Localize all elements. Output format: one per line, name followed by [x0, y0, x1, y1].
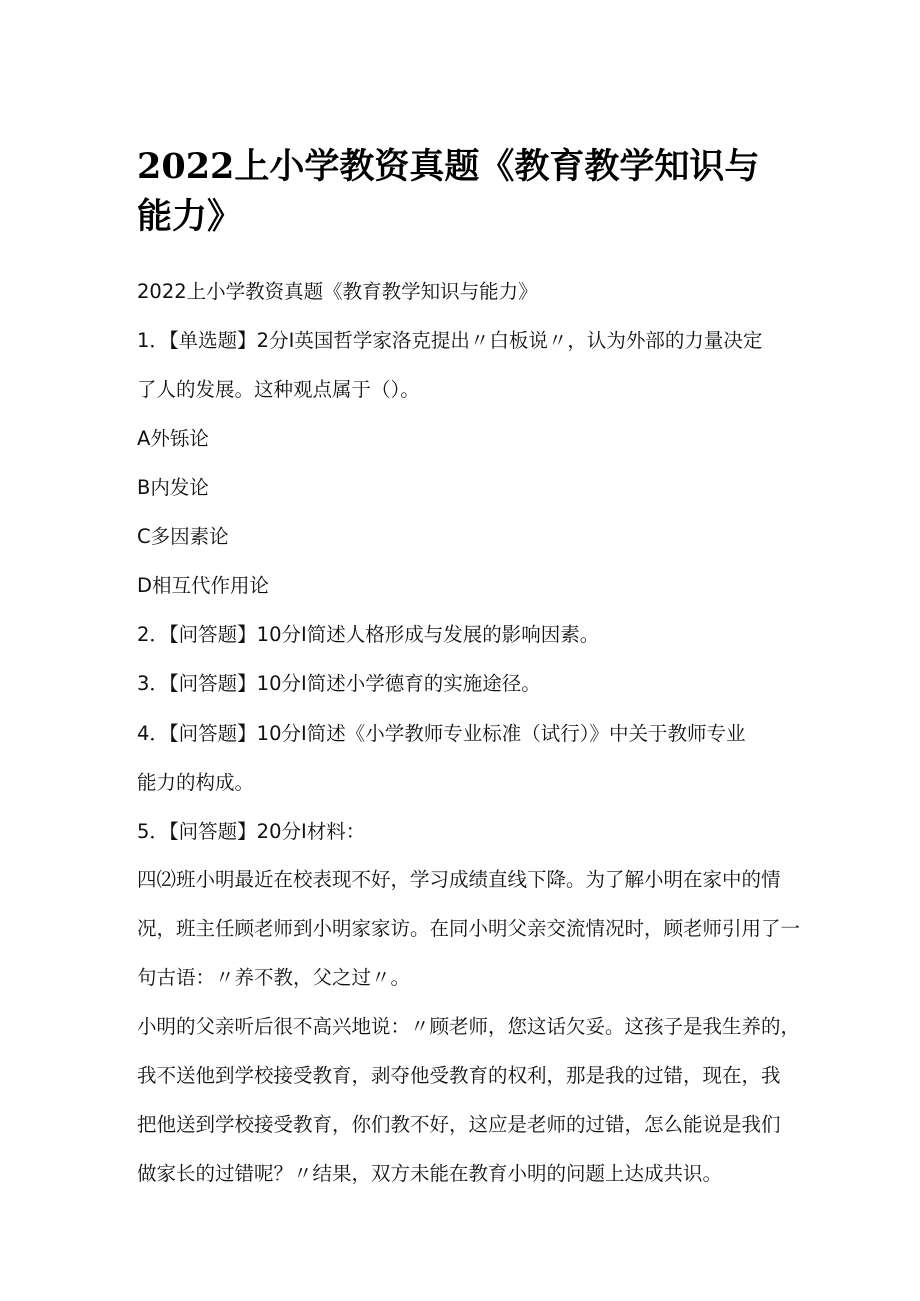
question-1-option-a: A外铄论 [137, 427, 209, 450]
document-title: 2022上小学教资真题《教育教学知识与能力》 [137, 146, 760, 237]
question-5-para-1-line-3: 句古语：〃养不教，父之过〃。 [137, 966, 411, 989]
question-3: 3．【问答题】10分I简述小学德育的实施途径。 [137, 672, 541, 695]
question-1-option-b: B内发论 [137, 476, 209, 499]
question-5-para-2-line-3: 把他送到学校接受教育，你们教不好，这应是老师的过错，怎么能说是我们 [137, 1113, 781, 1136]
question-1-option-c: C多因素论 [137, 525, 229, 548]
document-subtitle: 2022上小学教资真题《教育教学知识与能力》 [137, 280, 538, 303]
question-1-line-1: 1．【单选题】2分I英国哲学家洛克提出〃白板说〃，认为外部的力量决定 [137, 329, 763, 352]
question-5-para-2-line-2: 我不送他到学校接受教育，剥夺他受教育的权利，那是我的过错，现在，我 [137, 1064, 781, 1087]
question-5-para-1-line-2: 况，班主任顾老师到小明家家访。在同小明父亲交流情况时，顾老师引用了一 [137, 917, 801, 940]
question-4-line-2: 能力的构成。 [137, 771, 255, 794]
question-4-line-1: 4．【问答题】10分I简述《小学教师专业标准（试行）》中关于教师专业 [137, 722, 746, 745]
question-5-para-2-line-1: 小明的父亲听后很不高兴地说：〃顾老师，您这话欠妥。这孩子是我生养的， [137, 1015, 801, 1038]
question-5-header: 5．【问答题】20分I材料： [137, 820, 366, 843]
question-2: 2．【问答题】10分I简述人格形成与发展的影响因素。 [137, 623, 600, 646]
question-5-para-1-line-1: 四⑵班小明最近在校表现不好，学习成绩直线下降。为了解小明在家中的情 [137, 868, 781, 891]
question-1-line-2: 了人的发展。这种观点属于（）。 [137, 378, 420, 401]
question-1-option-d: D相互代作用论 [137, 574, 270, 597]
question-5-para-2-line-4: 做家长的过错呢？〃结果，双方未能在教育小明的问题上达成共识。 [137, 1162, 723, 1185]
